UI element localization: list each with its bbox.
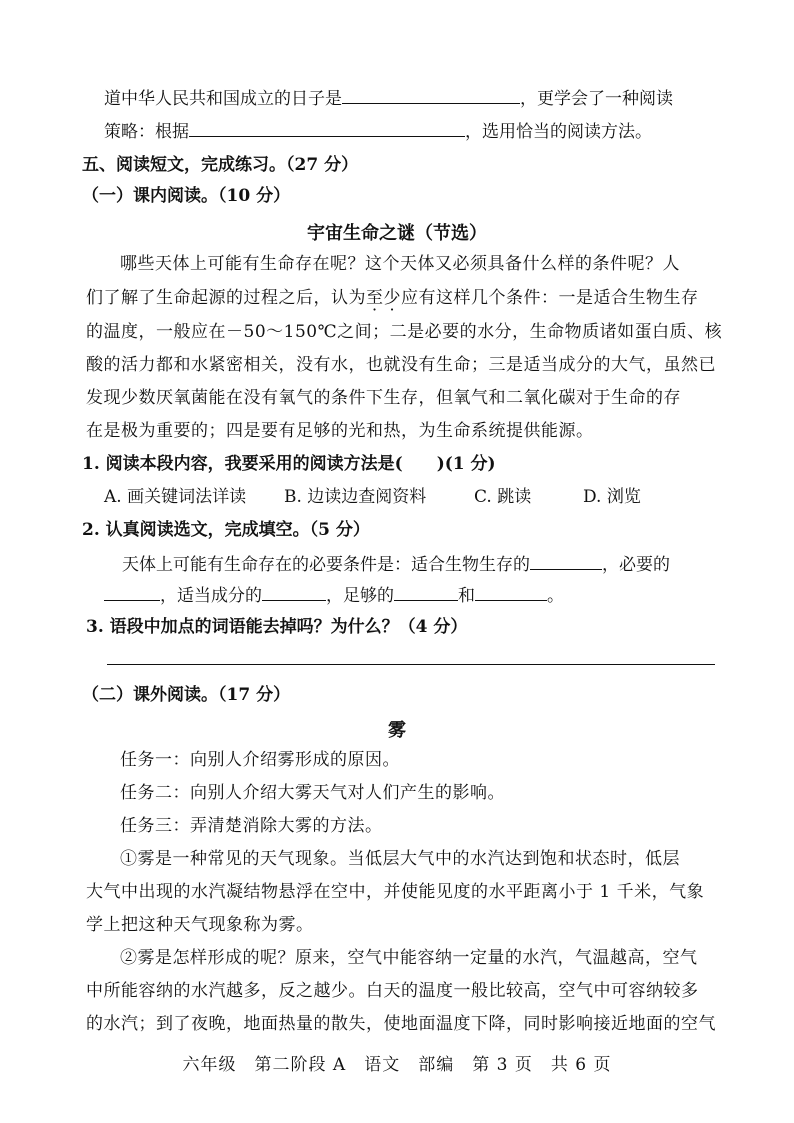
q1-option-d[interactable]: D. 浏览 — [583, 487, 641, 507]
task-line: 任务二：向别人介绍大雾天气对人们产生的影响。 — [120, 783, 505, 803]
question-3: 3. 语段中加点的词语能去掉吗？为什么？（4 分） — [86, 617, 468, 637]
passage-title: 宇宙生命之谜（节选） — [307, 223, 487, 244]
page-footer: 六年级 第二阶段 A 语文 部编 第 3 页 共 6 页 — [182, 1055, 612, 1075]
subsection-heading: （一）课内阅读。（10 分） — [82, 186, 291, 206]
section-heading: 五、阅读短文，完成练习。（27 分） — [82, 155, 359, 175]
answer-blank[interactable] — [475, 582, 547, 601]
task-line: 任务三：弄清楚消除大雾的方法。 — [120, 816, 383, 836]
fill-line-1: 道中华人民共和国成立的日子是 ，更学会了一种阅读 — [104, 85, 673, 111]
passage-line: 酸的活力都和水紧密相关，没有水，也就没有生命；三是适当成分的大气，虽然已 — [86, 355, 716, 375]
passage-line: ①雾是一种常见的天气现象。当低层大气中的水汽达到饱和状态时，低层 — [120, 849, 680, 869]
answer-blank[interactable] — [342, 85, 520, 104]
question-1: 1. 阅读本段内容，我要采用的阅读方法是( )(1 分) — [82, 454, 496, 474]
passage-line: 学上把这种天气现象称为雾。 — [86, 915, 314, 935]
q1-option-a[interactable]: A. 画关键词法详读 — [104, 487, 247, 507]
answer-blank[interactable] — [262, 582, 326, 601]
passage-line: 在是极为重要的；四是要有足够的光和热，为生命系统提供能源。 — [86, 421, 594, 441]
answer-line[interactable] — [107, 664, 715, 665]
emphasis-dot-char: 至 — [366, 288, 384, 308]
answer-blank[interactable] — [104, 582, 160, 601]
passage-line: 中所能容纳的水汽越多，反之越少。白天的温度一般比较高，空气中可容纳较多 — [86, 981, 699, 1001]
q2-fill-line: ，适当成分的 ，足够的 和 。 — [104, 582, 564, 608]
answer-blank[interactable] — [530, 551, 602, 570]
answer-blank[interactable] — [394, 582, 458, 601]
task-line: 任务一：向别人介绍雾形成的原因。 — [120, 750, 400, 770]
fill-line-2: 策略：根据 ，选用恰当的阅读方法。 — [104, 118, 652, 144]
passage-title: 雾 — [388, 720, 406, 741]
passage-line: 的水汽；到了夜晚，地面热量的散失，使地面温度下降，同时影响接近地面的空气 — [86, 1014, 716, 1034]
answer-blank[interactable] — [189, 118, 465, 137]
q1-option-b[interactable]: B. 边读边查阅资料 — [284, 487, 427, 507]
q1-option-c[interactable]: C. 跳读 — [474, 487, 532, 507]
emphasis-dot-char: 少 — [383, 288, 401, 308]
passage-line: 大气中出现的水汽凝结物悬浮在空中，并使能见度的水平距离小于 1 千米，气象 — [86, 882, 705, 902]
q2-fill-line: 天体上可能有生命存在的必要条件是：适合生物生存的 ，必要的 — [122, 551, 670, 577]
passage-line: ②雾是怎样形成的呢？原来，空气中能容纳一定量的水汽，气温越高，空气 — [120, 948, 698, 968]
passage-line: 们了解了生命起源的过程之后，认为至少应有这样几个条件：一是适合生物生存 — [86, 288, 699, 308]
subsection-heading: （二）课外阅读。（17 分） — [82, 685, 291, 705]
passage-line: 哪些天体上可能有生命存在呢？这个天体又必须具备什么样的条件呢？人 — [120, 254, 680, 274]
question-2: 2. 认真阅读选文，完成填空。（5 分） — [82, 520, 370, 540]
passage-line: 的温度，一般应在－50～150℃之间；二是必要的水分，生命物质诸如蛋白质、核 — [86, 322, 723, 342]
passage-line: 发现少数厌氧菌能在没有氧气的条件下生存，但氧气和二氧化碳对于生命的存 — [86, 388, 681, 408]
